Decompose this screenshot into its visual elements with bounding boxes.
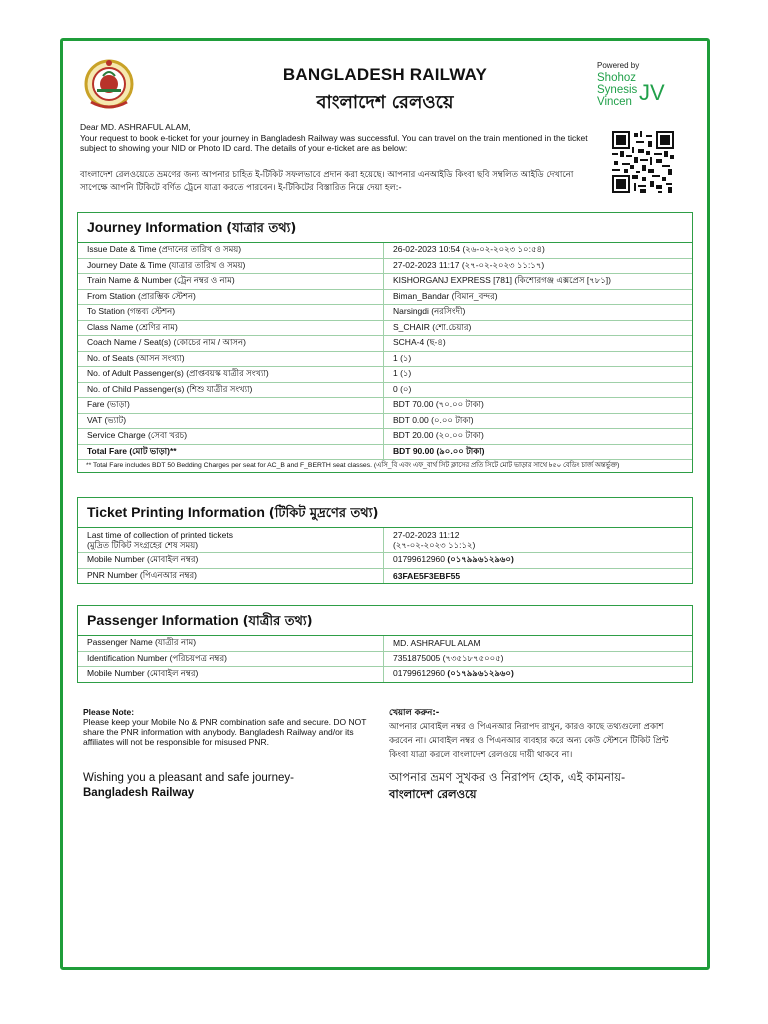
table-row [78, 320, 692, 336]
please-note-english [83, 707, 383, 747]
passenger-table [78, 636, 692, 682]
printing-title-bn: (টিকিট মুদ্রণের তথ্য) [268, 506, 379, 521]
mobile-number: 01799612960 [393, 554, 446, 565]
row-value: BDT 0.00 (০.০০ টাকা) [384, 413, 693, 429]
passenger-title-bn: (যাত্রীর তথ্য) [242, 614, 313, 629]
table-row [78, 382, 692, 398]
please-note-bangla [389, 706, 689, 762]
row-value: BDT 90.00 (৯০.০০ টাকা) [384, 444, 693, 459]
logo-line-3: Vincen [597, 96, 632, 108]
powered-by-logo [597, 61, 687, 108]
closing-english [83, 771, 294, 801]
row-value: 1 (১) [384, 367, 693, 383]
table-row [78, 413, 692, 429]
closing-bangla [389, 769, 625, 803]
page-title-bangla: বাংলাদেশ রেলওয়ে [316, 92, 454, 113]
table-row [78, 568, 692, 583]
table-row [78, 258, 692, 274]
row-label: No. of Seats (আসন সংখ্যা) [78, 351, 384, 367]
ticket-frame [60, 38, 710, 970]
row-label-line2: (মুদ্রিত টিকিট সংগ্রহের শেষ সময়) [87, 540, 199, 550]
identification-number: 7351875005 (৭৩৫১৮৭৫০০৫) [384, 651, 693, 667]
table-row [78, 274, 692, 290]
note-title-en: Please Note: [83, 707, 135, 717]
ticket-header [63, 41, 707, 121]
intro-bangla: বাংলাদেশ রেলওয়েতে ভ্রমণের জন্য আপনার চাহিত ই-টিকিট সফলভাবে প্রদান করা হয়েছে। আপনার এনআইডি কিংবা ছবি সম্বলিত আইডি দেখানো সাপেক্ষে আপনি টিকিটে বর্ণিত ট্রেনে যাত্রা করতে পারবেন। ই-টিকিটের বিস্তারিত নিম্নে দেয়া হল:- [80, 170, 574, 193]
powered-by-label: Powered by [597, 61, 640, 70]
row-label: Service Charge (সেবা খরচ) [78, 429, 384, 445]
row-label: VAT (ভ্যাট) [78, 413, 384, 429]
row-value: Narsingdi (নরসিংদী) [384, 305, 693, 321]
row-value: BDT 70.00 (৭০.০০ টাকা) [384, 398, 693, 414]
row-label: Identification Number (পরিচয়পত্র নম্বর) [78, 651, 384, 667]
row-value [384, 528, 693, 553]
mobile-number-bn: (০১৭৯৯৬১২৯৬০) [447, 554, 514, 565]
journey-information-section [77, 212, 693, 473]
row-label: No. of Adult Passenger(s) (প্রাপ্তবয়স্ক যাত্রীর সংখ্যা) [78, 367, 384, 383]
printing-section-title [78, 498, 692, 528]
table-row [78, 429, 692, 445]
passenger-name: MD. ASHRAFUL ALAM [393, 638, 481, 649]
total-fare-footnote: ** Total Fare includes BDT 50 Bedding Charges per seat for AC_B and F_BERTH seat classes. (এসি_বি এবং এফ_বার্থ সিট ক্লাসের প্রতি সিটে মোট ভাড়ার সাথে ৳৫০ বেডিং চার্জ অন্তর্ভুক্ত) [78, 459, 692, 472]
passenger-section-title [78, 606, 692, 636]
passenger-title-en: Passenger Information [87, 612, 239, 628]
row-value: Biman_Bandar (বিমান_বন্দর) [384, 289, 693, 305]
table-row [78, 351, 692, 367]
signature-bn: বাংলাদেশ রেলওয়ে [389, 787, 477, 801]
shohoz-synesis-vincen-logo [597, 72, 687, 108]
row-label: From Station (প্রারম্ভিক স্টেশন) [78, 289, 384, 305]
note-text-en: Please keep your Mobile No & PNR combination safe and secure. DO NOT share the PNR information with anybody. Bangladesh Railway and/or its affiliates will not be responsible for misused PNR. [83, 717, 367, 747]
signature-en: Bangladesh Railway [83, 787, 195, 799]
row-label: No. of Child Passenger(s) (শিশু যাত্রীর সংখ্যা) [78, 382, 384, 398]
wish-text-en: Wishing you a pleasant and safe journey- [83, 772, 294, 784]
journey-title-en: Journey Information [87, 219, 223, 235]
table-row [78, 336, 692, 352]
journey-section-title [78, 213, 692, 243]
table-row [78, 667, 692, 682]
note-title-bn: খেয়াল করুন:- [389, 708, 440, 718]
logo-line-2: Synesis [597, 84, 638, 96]
table-row [78, 305, 692, 321]
row-label: Issue Date & Time (প্রদানের তারিখ ও সময়) [78, 243, 384, 258]
row-value: 26-02-2023 10:54 (২৬-০২-২০২৩ ১০:৫৪) [393, 244, 545, 255]
qr-code-icon [612, 131, 674, 193]
row-label: Coach Name / Seat(s) (কোচের নাম / আসন) [78, 336, 384, 352]
table-row [78, 528, 692, 553]
table-row [78, 636, 692, 651]
row-label [78, 528, 384, 553]
page-title: BANGLADESH RAILWAY [282, 65, 488, 84]
wish-text-bn: আপনার ভ্রমণ সুখকর ও নিরাপদ হোক, এই কামনায়- [389, 770, 626, 784]
row-value-line2: (২৭-০২-২০২৩ ১১:১২) [393, 540, 476, 550]
printing-title-en: Ticket Printing Information [87, 504, 265, 520]
greeting: Dear MD. ASHRAFUL ALAM, [80, 122, 191, 132]
intro-english [80, 122, 600, 154]
journey-table [78, 243, 692, 459]
table-row [78, 398, 692, 414]
row-value: 27-02-2023 11:17 (২৭-০২-২০২৩ ১১:১৭) [384, 258, 693, 274]
intro-message: Your request to book e-ticket for your journey in Bangladesh Railway was successful. You can travel on the train mentioned in the ticket subject to showing your NID or Photo ID card. The details of your e-ticket are as below: [80, 132, 588, 153]
row-label: Fare (ভাড়া) [78, 398, 384, 414]
table-row [78, 651, 692, 667]
note-text-bn: আপনার মোবাইল নম্বর ও পিএনআর নিরাপদ রাখুন, কারও কাছে তথ্যগুলো প্রকাশ করবেন না। মোবাইল নম্বর ও পিএনআর ব্যবহার করে অন্য কেউ স্টেশনে টিকিট প্রিন্ট কিংবা যাত্রা করলে বাংলাদেশ রেলওয়ে দায়ী থাকবে না। [389, 722, 669, 760]
row-label: Class Name (শ্রেণির নাম) [78, 320, 384, 336]
row-label: Journey Date & Time (যাত্রার তারিখ ও সময়) [78, 258, 384, 274]
table-row [78, 289, 692, 305]
logo-jv: JV [639, 80, 665, 105]
row-label: Passenger Name (যাত্রীর নাম) [78, 636, 384, 651]
ticket-printing-section [77, 497, 693, 584]
row-label: To Station (গন্তব্য স্টেশন) [78, 305, 384, 321]
row-label: Mobile Number (মোবাইল নম্বর) [78, 667, 384, 682]
row-value: 0 (০) [384, 382, 693, 398]
row-value-line1: 27-02-2023 11:12 [393, 530, 460, 540]
passenger-information-section [77, 605, 693, 683]
row-value: S_CHAIR (শো.চেয়ার) [384, 320, 693, 336]
journey-title-bn: (যাত্রার তথ্য) [226, 221, 297, 236]
table-row [78, 553, 692, 569]
mobile-number-bn: (০১৭৯৯৬১২৯৬০) [447, 668, 514, 679]
table-row [78, 243, 692, 258]
row-value: BDT 20.00 (২০.০০ টাকা) [384, 429, 693, 445]
row-label: Total Fare (মোট ভাড়া)** [78, 444, 384, 459]
row-label: Mobile Number (মোবাইল নম্বর) [78, 553, 384, 569]
row-value: KISHORGANJ EXPRESS [781] (কিশোরগঞ্জ এক্সপ্রেস [৭৮১]) [384, 274, 693, 290]
mobile-number: 01799612960 [393, 668, 446, 679]
row-label: PNR Number (পিএনআর নম্বর) [78, 568, 384, 583]
row-label: Train Name & Number (ট্রেন নম্বর ও নাম) [78, 274, 384, 290]
logo-line-1: Shohoz [597, 72, 637, 84]
row-value: 1 (১) [384, 351, 693, 367]
printing-table [78, 528, 692, 583]
row-value: SCHA-4 (ছ-৪) [384, 336, 693, 352]
pnr-number: 63FAE5F3EBF55 [384, 568, 693, 583]
row-value [384, 553, 693, 569]
table-row [78, 444, 692, 459]
row-value [384, 667, 693, 682]
row-label-line1: Last time of collection of printed tickets [87, 530, 233, 540]
table-row [78, 367, 692, 383]
